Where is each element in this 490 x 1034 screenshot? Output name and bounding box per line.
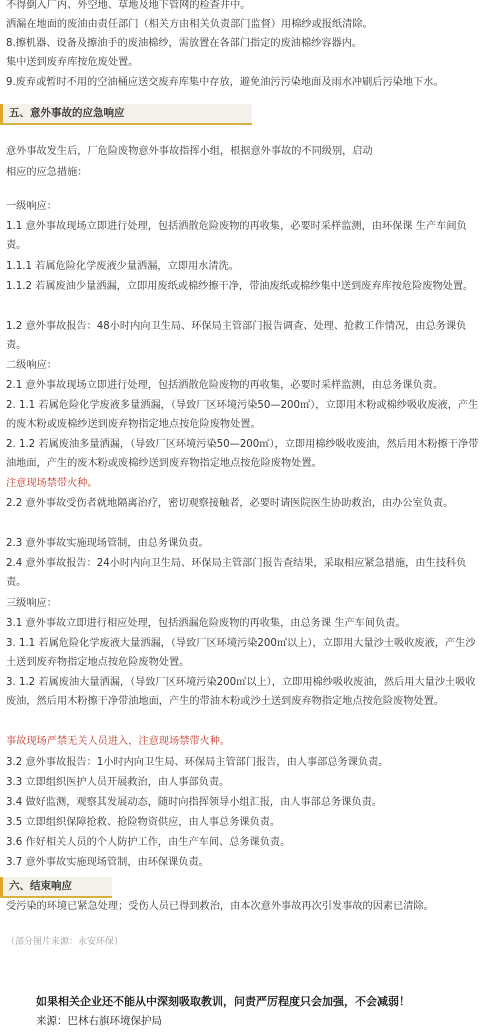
text-line: 8.擦机器、设备及擦油手的废油棉纱，需放置在各部门指定的废油棉纱容器内。 [6,38,363,49]
paragraph: 2.1 意外事故现场立即进行处理，包括洒散危险废物的再收集，必要时采样监测，由总务课负责。 [6,380,444,391]
level-heading: 二级响应： [6,360,57,371]
paragraph: 2. 1.1 若属危险化学废液多量洒漏，（导致厂区环境污染50—200㎡），立即用木粉或棉纱吸收废液，产生的废木粉或废棉纱送到废弃物指定地点按危险废物处置。 [6,400,479,430]
text-line: 集中送到废弃库按危废处置。 [6,57,139,68]
paragraph: 3. 1.1 若属危险化学废液大量洒漏，（导致厂区环境污染200㎡以上），立即用大量沙土吸收废液，产生沙土送到废弃物指定地点按危险废物处置。 [6,638,476,668]
paragraph: 相应的应急措施： [6,167,88,178]
paragraph: 1.1 意外事故现场立即进行处理，包括洒散危险废物的再收集，必要时采样监测，由环保课 生产车间负责。 [6,221,467,251]
level-heading: 一级响应： [6,201,57,212]
text-line: 洒漏在地面的废油由责任部门（相关方由相关负责部门监督）用棉纱或报纸清除。 [6,19,373,30]
paragraph: 3.2 意外事故报告：1小时内向卫生局、环保局主管部门报告，由人事部总务课负责。 [6,757,389,768]
section-accent-bar [0,104,3,123]
paragraph: 1.1.1 若属危险化学废液少量洒漏，立即用水清洗。 [6,261,239,272]
paragraph: 3.5 立即组织保障抢救、抢险物资供应，由人事总务课负责。 [6,817,281,828]
paragraph: 3. 1.2 若属废油大量洒漏，（导致厂区环境污染200㎡以上），立即用棉纱吸收废油，然后用大量沙土吸收废油，然后用木粉擦干净带油地面，产生的带油木粉或沙土送到废弃物指定地点按危险废物处置。 [6,677,476,707]
closing-statement: 如果相关企业还不能从中深刻吸取教训，问责严厉程度只会加强，不会减弱！ [36,995,410,1008]
paragraph: 意外事故发生后，厂危险废物意外事故指挥小组，根据意外事故的不同级别，启动 [6,146,373,157]
paragraph: 1.2 意外事故报告：48小时内向卫生局、环保局主管部门报告调查、处理、抢救工作情况，由总务课负责。 [6,321,467,351]
paragraph: 3.6 作好相关人员的个人防护工作，由生产车间、总务课负责。 [6,837,291,848]
paragraph: 2.3 意外事故实施现场管制，由总务课负责。 [6,538,209,549]
section-title: 五、意外事故的应急响应 [9,107,125,119]
paragraph: 2. 1.2 若属废油多量洒漏，（导致厂区环境污染50—200㎡），立即用棉纱吸收废油，然后用木粉擦干净带油地面，产生的废木粉或废棉纱送到废弃物指定地点按危险废物处置。 [6,439,479,469]
section-header-end-response [0,877,112,898]
paragraph: 1.1.2 若属废油少量洒漏，立即用废纸或棉纱擦干净，带油废纸或棉纱集中送到废弃库按危险废物处置。 [6,281,474,292]
article-source: 来源：巴林右旗环境保护局 [36,1015,162,1027]
paragraph: 3.7 意外事故实施现场管制，由环保课负责。 [6,857,209,868]
warning-text: 事故现场严禁无关人员进入，注意现场禁带火种。 [6,736,231,747]
paragraph: 3.1 意外事故立即进行相应处理，包括洒漏危险废物的再收集，由总务课 生产车间负责。 [6,618,406,629]
image-source-note: （部分图片来源：永安环保） [6,937,124,947]
warning-text: 注意现场禁带火种。 [6,478,98,489]
section-accent-bar [0,877,3,896]
text-line: 不得倒入厂内、外空地、草地及地下管网的检查井中。 [6,0,251,11]
paragraph: 3.3 立即组织医护人员开展救治，由人事部负责。 [6,777,230,788]
text-line: 9.废弃或暂时不用的空油桶应送交废弃库集中存放，避免油污污染地面及雨水冲刷后污染地下水。 [6,77,444,88]
paragraph: 3.4 做好监测，观察其发展动态，随时向指挥领导小组汇报，由人事部总务课负责。 [6,797,382,808]
paragraph: 2.4 意外事故报告：24小时内向卫生局、环保局主管部门报告查结果，采取相应紧急措施，由生技科负责。 [6,558,467,588]
section-header-emergency [0,104,252,125]
section-title: 六、结束响应 [9,880,72,892]
paragraph: 2.2 意外事故受伤者就地隔离治疗，密切观察接触者，必要时请医院医生协助救治，由办公室负责。 [6,498,454,509]
level-heading: 三级响应： [6,598,57,609]
paragraph: 受污染的环境已紧急处理；受伤人员已得到救治，由本次意外事故再次引发事故的因素已清除。 [6,901,434,912]
